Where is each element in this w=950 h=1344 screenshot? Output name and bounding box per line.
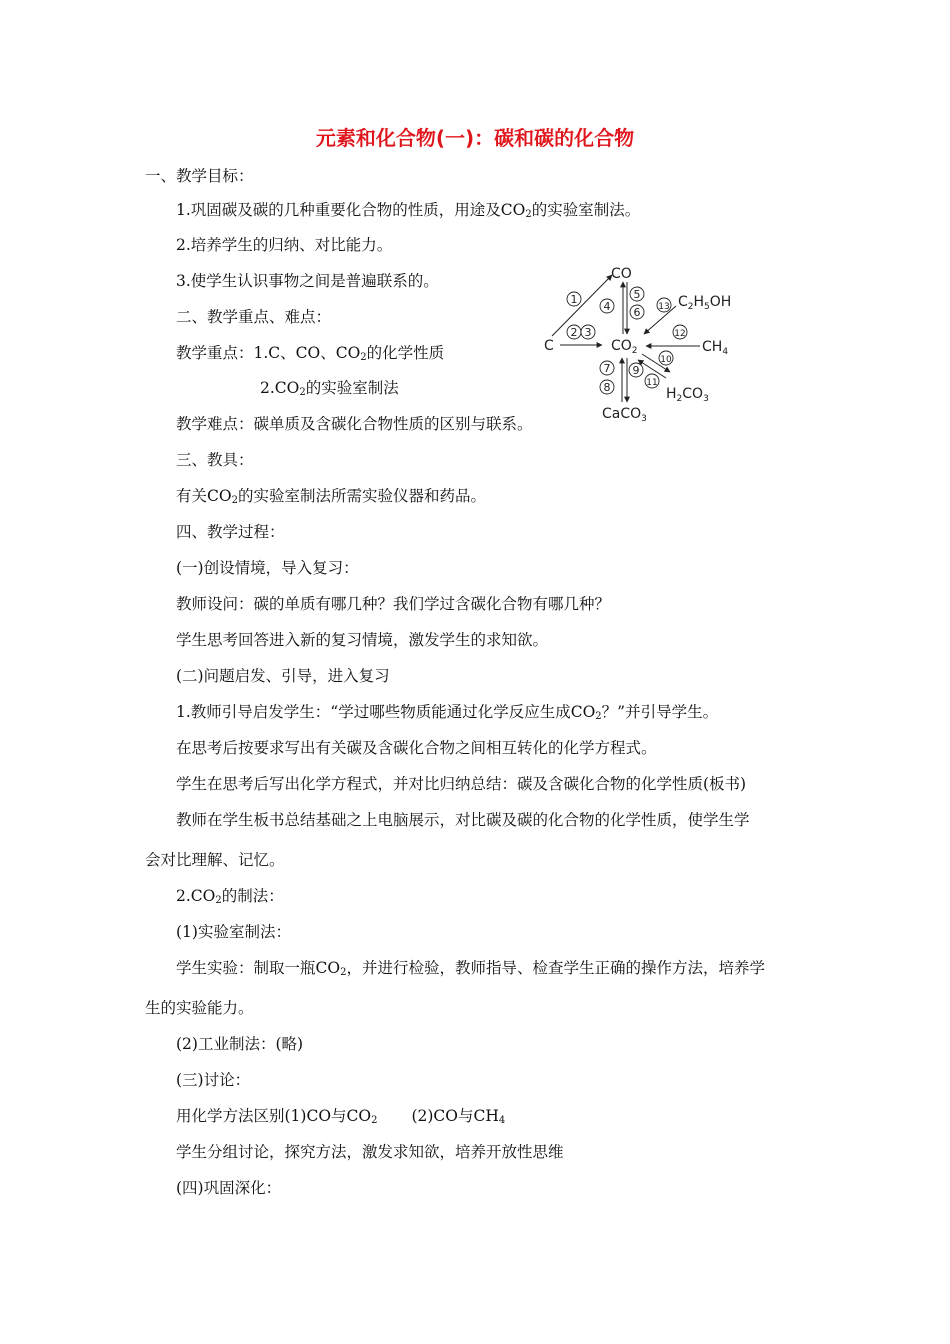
process-part-3: (三)讨论： xyxy=(176,1071,251,1089)
tools-text: 有关$CO_2$的实验室制法所需实验仪器和药品。 xyxy=(176,487,486,506)
teacher-guide: 1.教师引导启发学生：“学过哪些物质能通过化学反应生成$CO_2$？”并引导学生。 xyxy=(176,703,719,722)
label-c: C xyxy=(544,338,554,354)
section-heading-process: 四、教学过程： xyxy=(176,523,285,541)
label-ch4: $CH_4$ xyxy=(702,339,729,357)
discussion-task: 用化学方法区别(1)CO与$CO_2$ (2)CO与$CH_4$ xyxy=(176,1107,506,1126)
lab-method: (1)实验室制法： xyxy=(176,923,291,941)
step-number: 3 xyxy=(584,326,592,339)
step-number: 10 xyxy=(660,355,672,365)
goal-3: 3.使学生认识事物之间是普遍联系的。 xyxy=(176,272,439,290)
key-point-1: 教学重点：1.C、CO、$CO_2$的化学性质 xyxy=(176,344,445,363)
label-caco3: CaCO$_3$ xyxy=(602,406,647,422)
goal-2: 2.培养学生的归纳、对比能力。 xyxy=(176,236,393,254)
computer-display-cont: 会对比理解、记忆。 xyxy=(145,851,285,869)
process-part-4: (四)巩固深化： xyxy=(176,1179,282,1197)
goal-1: 1.巩固碳及碳的几种重要化合物的性质，用途及$CO_2$的实验室制法。 xyxy=(176,201,641,220)
step-number: 13 xyxy=(658,302,670,312)
label-co: CO xyxy=(611,266,632,282)
step-number: 7 xyxy=(603,362,611,375)
step-number: 1 xyxy=(570,293,578,306)
step-number: 12 xyxy=(674,329,686,339)
step-number: 2 xyxy=(570,326,578,339)
key-point-2: $2.CO_2$的实验室制法 xyxy=(260,379,399,398)
process-part-2: (二)问题启发、引导，进入复习 xyxy=(176,667,390,685)
step-number: 6 xyxy=(633,306,641,319)
student-response: 学生思考回答进入新的复习情境，激发学生的求知欲。 xyxy=(176,631,549,649)
label-h2co3: $H_2CO_3$ xyxy=(666,386,709,404)
student-summary: 学生在思考后写出化学方程式，并对比归纳总结：碳及含碳化合物的化学性质(板书) xyxy=(176,775,747,793)
step-number: 4 xyxy=(603,300,611,313)
label-c2h5oh: $C_2H_5OH$ xyxy=(678,294,732,312)
step-number: 11 xyxy=(646,378,658,388)
process-part-1: (一)创设情境，导入复习： xyxy=(176,559,359,577)
write-equations: 在思考后按要求写出有关碳及含碳化合物之间相互转化的化学方程式。 xyxy=(176,739,657,757)
group-discussion: 学生分组讨论，探究方法，激发求知欲，培养开放性思维 xyxy=(176,1143,564,1161)
industrial-method: (2)工业制法：(略) xyxy=(176,1035,304,1053)
step-number: 8 xyxy=(603,381,611,394)
step-number: 5 xyxy=(633,288,641,301)
step-number: 9 xyxy=(632,364,640,377)
computer-display: 教师在学生板书总结基础之上电脑展示，对比碳及碳的化合物的化学性质，使学生学 xyxy=(176,811,750,829)
difficulty: 教学难点：碳单质及含碳化合物性质的区别与联系。 xyxy=(176,415,533,433)
student-experiment-cont: 生的实验能力。 xyxy=(145,999,254,1017)
section-heading-keypoints: 二、教学重点、难点： xyxy=(176,308,332,326)
carbon-conversion-diagram xyxy=(540,262,740,422)
section-heading-tools: 三、教具： xyxy=(176,451,254,469)
teacher-question: 教师设问：碳的单质有哪几种？我们学过含碳化合物有哪几种？ xyxy=(176,595,611,613)
student-experiment: 学生实验：制取一瓶$CO_2$，并进行检验，教师指导、检查学生正确的操作方法，培养学 xyxy=(176,959,765,978)
label-co2: $CO_2$ xyxy=(611,338,638,356)
page-title: 元素和化合物(一)：碳和碳的化合物 xyxy=(315,126,635,150)
section-heading-goals: 一、教学目标： xyxy=(145,167,254,185)
co2-preparation: $2.CO_2$的制法： xyxy=(176,887,284,906)
